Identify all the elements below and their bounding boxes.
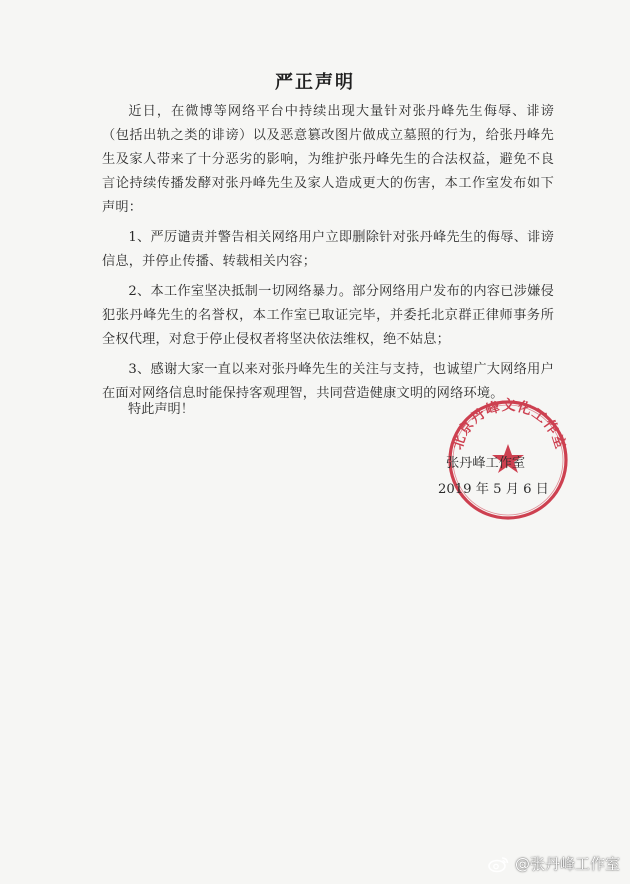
signed-date: 2019 年 5 月 6 日 (438, 482, 549, 497)
signer-name: 张丹峰工作室 (446, 456, 526, 471)
paragraph-item-1: 1、严厉谴责并警告相关网络用户立即删除针对张丹峰先生的侮辱、诽谤信息，并停止传播、转载相关内容； (102, 230, 554, 269)
closing-statement: 特此声明！ (128, 402, 194, 417)
paragraph-intro: 近日，在微博等网络平台中持续出现大量针对张丹峰先生侮辱、诽谤（包括出轨之类的诽谤）以及恶意篡改图片做成立墓照的行为，给张丹峰先生及家人带来了十分恶劣的影响，为维护张丹峰先生的合法权益，避免不良言论持续传播发酵对张丹峰先生及家人造成更大的伤害，本工作室发布如下声明： (102, 104, 554, 215)
weibo-icon (488, 855, 510, 873)
document-title: 严正声明 (275, 72, 355, 93)
svg-text:北京丹峰文化工作室 (450, 397, 570, 451)
paragraph-item-2: 2、本工作室坚决抵制一切网络暴力。部分网络用户发布的内容已涉嫌侵犯张丹峰先生的名誉权，本工作室已取证完毕，并委托北京群正律师事务所全权代理，对怠于停止侵权者将坚决依法维权，绝不姑息； (102, 284, 554, 347)
paragraph-item-3: 3、感谢大家一直以来对张丹峰先生的关注与支持，也诚望广大网络用户在面对网络信息时能保持客观理智，共同营造健康文明的网络环境。 (102, 362, 554, 401)
watermark-text: @张丹峰工作室 (514, 855, 620, 873)
weibo-watermark (488, 853, 620, 874)
seal-text: 北京丹峰文化工作室 (449, 398, 569, 452)
document-body (102, 100, 554, 412)
